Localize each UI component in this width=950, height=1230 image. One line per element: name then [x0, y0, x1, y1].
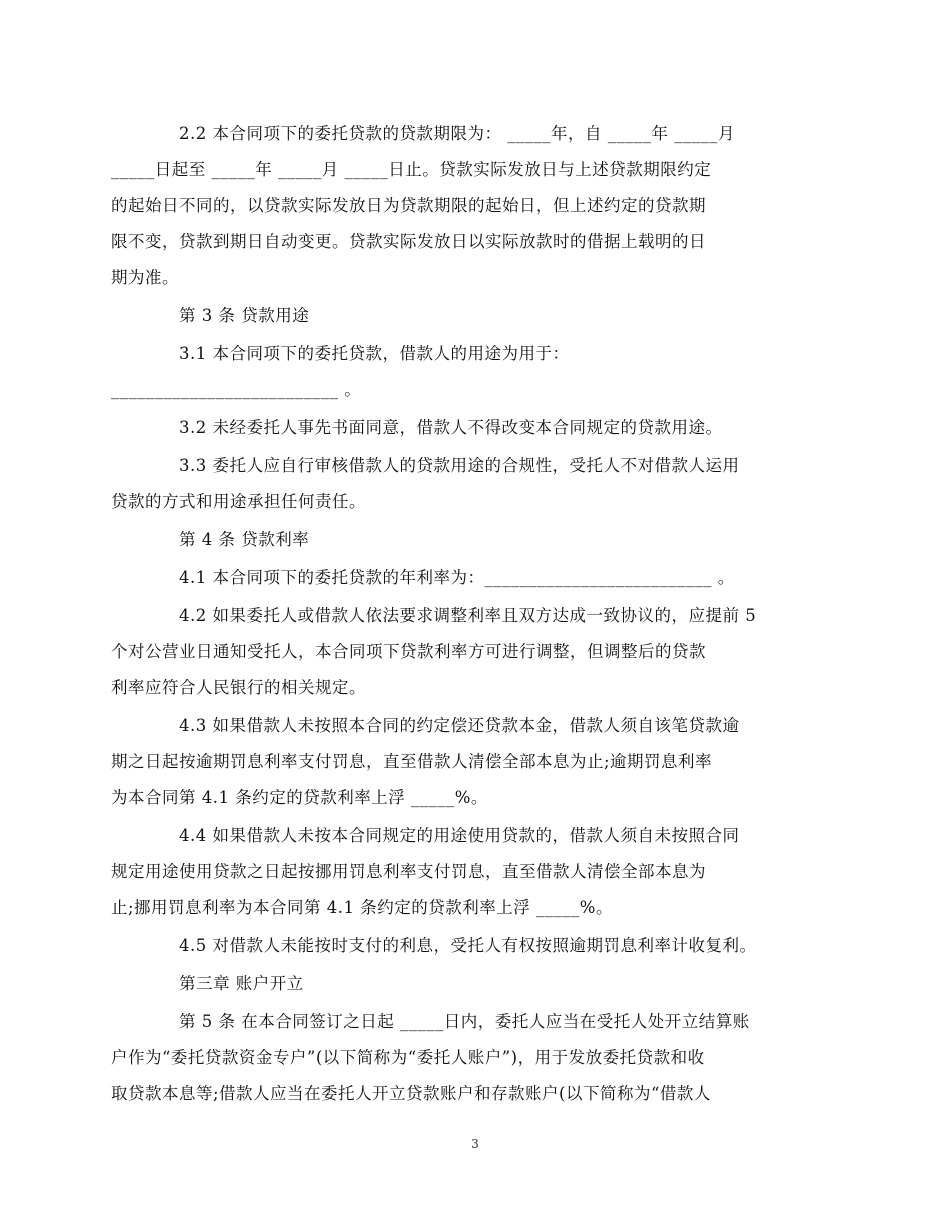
article-3-heading — [145, 298, 810, 334]
text-line: 贷款的方式和用途承担任何责任。 — [111, 492, 366, 511]
clause-4-4 — [111, 818, 810, 926]
document-body — [111, 116, 810, 1114]
article-5 — [111, 1004, 810, 1112]
text-line: 利率应符合人民银行的相关规定。 — [111, 678, 366, 697]
text-line: 期为准。 — [111, 268, 179, 287]
text-line: 2.2 本合同项下的委托贷款的贷款期限为： _____年，自 _____年 _____月 — [179, 124, 735, 143]
text-line: _____日起至 _____年 _____月 _____日止。贷款实际发放日与上述贷款期限约定 — [111, 160, 712, 179]
text-line: __________________________ 。 — [111, 380, 362, 399]
page-number: 3 — [471, 1137, 479, 1151]
text-line: 3.2 未经委托人事先书面同意，借款人不得改变本合同规定的贷款用途。 — [179, 418, 723, 437]
chapter-heading: 第三章 账户开立 — [179, 974, 304, 993]
text-line: 的起始日不同的，以贷款实际发放日为贷款期限的起始日，但上述约定的贷款期 — [111, 196, 706, 215]
text-line: 4.3 如果借款人未按照本合同的约定偿还贷款本金，借款人须自该笔贷款逾 — [179, 716, 740, 735]
text-line: 止;挪用罚息利率为本合同第 4.1 条约定的贷款利率上浮 _____%。 — [111, 898, 613, 917]
section-heading: 第 3 条 贷款用途 — [179, 306, 310, 325]
clause-4-5 — [145, 928, 810, 964]
text-line: 户作为“委托贷款资金专户”(以下简称为“委托人账户”)，用于发放委托贷款和收 — [111, 1048, 705, 1067]
clause-4-1 — [145, 560, 810, 596]
text-line: 3.3 委托人应自行审核借款人的贷款用途的合规性，受托人不对借款人运用 — [179, 456, 740, 475]
clause-3-3 — [111, 448, 810, 520]
clause-3-1 — [111, 336, 810, 408]
article-4-heading — [145, 522, 810, 558]
text-line: 取贷款本息等;借款人应当在委托人开立贷款账户和存款账户(以下简称为“借款人 — [111, 1084, 711, 1103]
clause-2-2 — [111, 116, 810, 296]
text-line: 为本合同第 4.1 条约定的贷款利率上浮 _____%。 — [111, 788, 488, 807]
text-line: 限不变，贷款到期日自动变更。贷款实际发放日以实际放款时的借据上载明的日 — [111, 232, 706, 251]
clause-4-2 — [111, 598, 810, 706]
text-line: 个对公营业日通知受托人，本合同项下贷款利率方可进行调整，但调整后的贷款 — [111, 642, 706, 661]
text-line: 4.1 本合同项下的委托贷款的年利率为：__________________________ 。 — [179, 568, 735, 587]
clause-4-3 — [111, 708, 810, 816]
text-line: 4.2 如果委托人或借款人依法要求调整利率且双方达成一致协议的，应提前 5 — [179, 606, 757, 625]
text-line: 4.4 如果借款人未按本合同规定的用途使用贷款的，借款人须自未按照合同 — [179, 826, 740, 845]
section-heading: 第 4 条 贷款利率 — [179, 530, 310, 549]
text-line: 第 5 条 在本合同签订之日起 _____日内，委托人应当在受托人处开立结算账 — [179, 1012, 750, 1031]
text-line: 期之日起按逾期罚息利率支付罚息，直至借款人清偿全部本息为止;逾期罚息利率 — [111, 752, 713, 771]
text-line: 规定用途使用贷款之日起按挪用罚息利率支付罚息，直至借款人清偿全部本息为 — [111, 862, 706, 881]
clause-3-2 — [145, 410, 810, 446]
text-line: 3.1 本合同项下的委托贷款，借款人的用途为用于： — [179, 344, 570, 363]
text-line: 4.5 对借款人未能按时支付的利息，受托人有权按照逾期罚息利率计收复利。 — [179, 936, 757, 955]
chapter-3-heading — [145, 966, 810, 1002]
